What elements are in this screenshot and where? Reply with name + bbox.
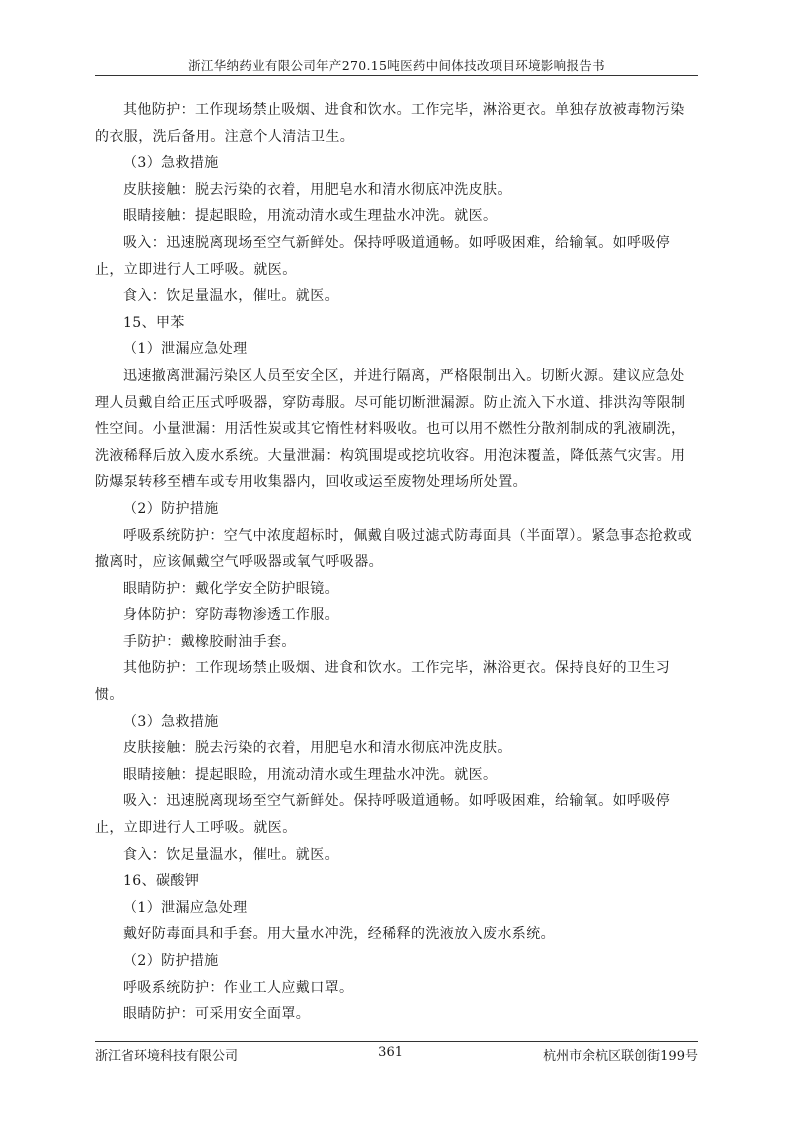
page-number: 361: [378, 1045, 403, 1060]
paragraph: 食入：饮足量温水，催吐。就医。: [123, 288, 339, 305]
subsection-heading: （1）泄漏应急处理: [123, 341, 248, 358]
section-heading: 15、甲苯: [123, 314, 185, 331]
paragraph: 身体防护：穿防毒物渗透工作服。: [123, 607, 339, 624]
page-footer: [95, 1045, 698, 1064]
header-divider: [95, 75, 698, 76]
subsection-heading: （3）急救措施: [123, 713, 219, 730]
paragraph: 迅速撤离泄漏污染区人员至安全区，并进行隔离，严格限制出入。切断火源。建议应急处理人员戴自给正压式呼吸器，穿防毒服。尽可能切断泄漏源。防止流入下水道、排洪沟等限制性空间。小量泄漏：用活性炭或其它惰性材料吸收。也可以用不燃性分散剂制成的乳液刷洗，洗液稀释后放入废水系统。大量泄漏：构筑围堤或挖坑收容。用泡沫覆盖，降低蒸气灾害。用防爆泵转移至槽车或专用收集器内，回收或运至废物处理场所处置。: [95, 367, 686, 491]
footer-divider: [95, 1041, 698, 1042]
footer-address: 杭州市余杭区联创街199号: [543, 1049, 698, 1064]
paragraph: 眼睛防护：可采用安全面罩。: [123, 1006, 311, 1023]
paragraph: 呼吸系统防护：空气中浓度超标时，佩戴自吸过滤式防毒面具（半面罩）。紧急事态抢救或撤离时，应该佩戴空气呼吸器或氧气呼吸器。: [95, 527, 692, 571]
paragraph: 眼睛接触：提起眼睑，用流动清水或生理盐水冲洗。就医。: [123, 766, 498, 783]
document-body: [95, 97, 698, 1028]
subsection-heading: （1）泄漏应急处理: [123, 899, 248, 916]
running-header: 浙江华纳药业有限公司年产270.15吨医药中间体技改项目环境影响报告书: [188, 58, 605, 73]
paragraph: 呼吸系统防护：作业工人应戴口罩。: [123, 979, 354, 996]
paragraph: 皮肤接触：脱去污染的衣着，用肥皂水和清水彻底冲洗皮肤。: [123, 181, 512, 198]
paragraph: 吸入：迅速脱离现场至空气新鲜处。保持呼吸道通畅。如呼吸困难，给输氧。如呼吸停止，立即进行人工呼吸。就医。: [95, 234, 671, 278]
subsection-heading: （2）防护措施: [123, 500, 219, 517]
subsection-heading: （3）急救措施: [123, 155, 219, 172]
footer-company: 浙江省环境科技有限公司: [95, 1049, 239, 1064]
paragraph: 眼睛接触：提起眼睑，用流动清水或生理盐水冲洗。就医。: [123, 208, 498, 225]
paragraph: 手防护：戴橡胶耐油手套。: [123, 633, 296, 650]
paragraph: 其他防护：工作现场禁止吸烟、进食和饮水。工作完毕，淋浴更衣。单独存放被毒物污染的衣服，洗后备用。注意个人清洁卫生。: [95, 102, 685, 145]
subsection-heading: （2）防护措施: [123, 953, 219, 969]
paragraph: 皮肤接触：脱去污染的衣着，用肥皂水和清水彻底冲洗皮肤。: [123, 740, 512, 757]
paragraph: 戴好防毒面具和手套。用大量水冲洗，经稀释的洗液放入废水系统。: [123, 926, 555, 943]
paragraph: 食入：饮足量温水，催吐。就医。: [123, 846, 339, 863]
paragraph: 吸入：迅速脱离现场至空气新鲜处。保持呼吸道通畅。如呼吸困难，给输氧。如呼吸停止，立即进行人工呼吸。就医。: [95, 793, 671, 837]
paragraph: 眼睛防护：戴化学安全防护眼镜。: [123, 580, 339, 597]
paragraph: 其他防护：工作现场禁止吸烟、进食和饮水。工作完毕，淋浴更衣。保持良好的卫生习惯。: [95, 660, 671, 704]
section-heading: 16、碳酸钾: [123, 873, 200, 890]
